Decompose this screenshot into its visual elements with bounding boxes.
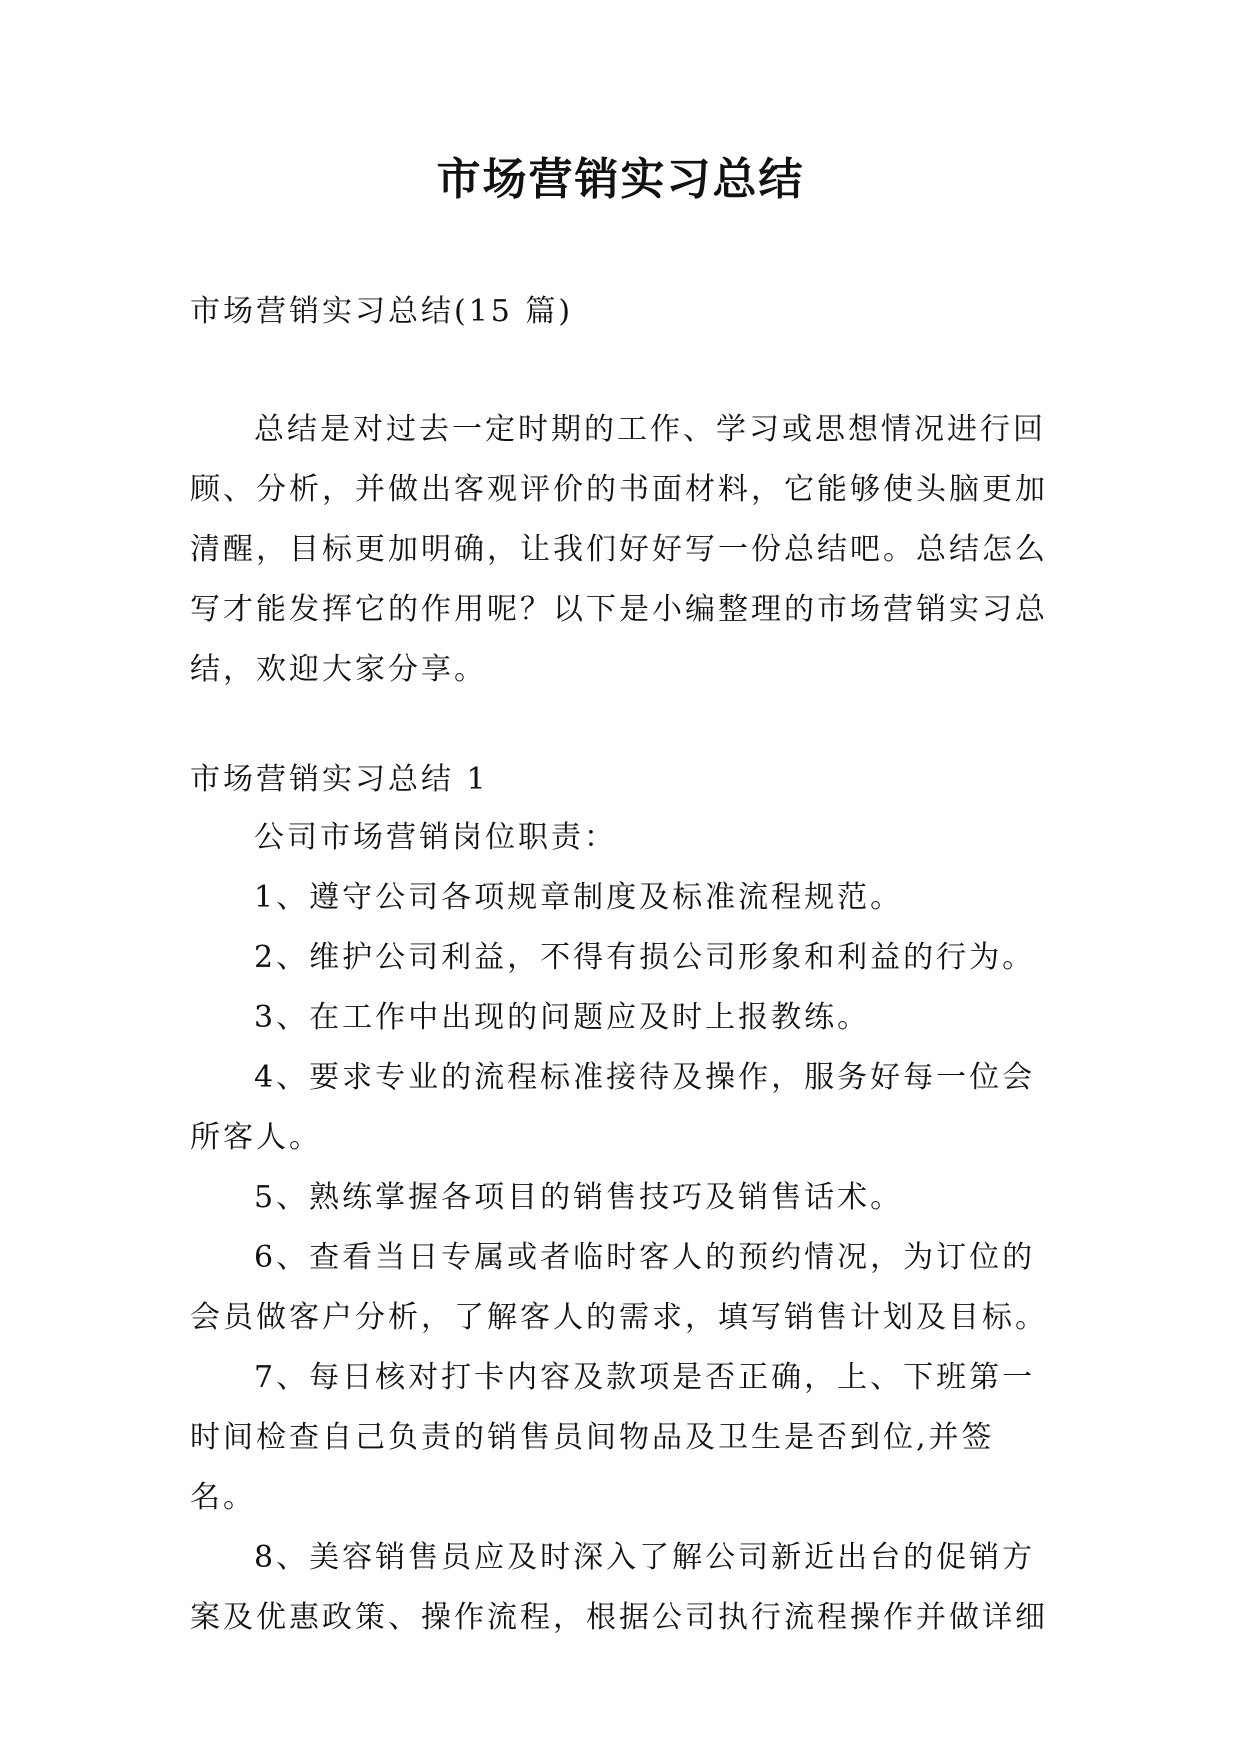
document-subtitle: 市场营销实习总结(15 篇) xyxy=(190,294,574,329)
list-item: 8、美容销售员应及时深入了解公司新近出台的促销方案及优惠政策、操作流程，根据公司执行流程操作并做详细 xyxy=(190,1540,1048,1635)
list-item: 6、查看当日专属或者临时客人的预约情况，为订位的会员做客户分析，了解客人的需求，填写销售计划及目标。 xyxy=(190,1240,1048,1335)
section-body xyxy=(190,808,1060,1648)
paragraph-heading: 公司市场营销岗位职责： xyxy=(254,820,617,855)
list-item: 3、在工作中出现的问题应及时上报教练。 xyxy=(254,1000,871,1035)
list-item: 2、维护公司利益，不得有损公司形象和利益的行为。 xyxy=(254,940,1036,975)
list-item: 1、遵守公司各项规章制度及标准流程规范。 xyxy=(254,880,904,915)
intro-paragraph: 总结是对过去一定时期的工作、学习或思想情况进行回顾、分析，并做出客观评价的书面材料，它能够使头脑更加清醒，目标更加明确，让我们好好写一份总结吧。总结怎么写才能发挥它的作用呢？以下是小编整理的市场营销实习总结，欢迎大家分享。 xyxy=(190,412,1048,687)
list-item: 5、熟练掌握各项目的销售技巧及销售话术。 xyxy=(254,1180,904,1215)
list-item: 4、要求专业的流程标准接待及操作，服务好每一位会所客人。 xyxy=(190,1060,1036,1155)
section-title: 市场营销实习总结 1 xyxy=(190,762,489,797)
document-title: 市场营销实习总结 xyxy=(436,154,805,205)
list-item: 7、每日核对打卡内容及款项是否正确，上、下班第一时间检查自己负责的销售员间物品及卫生是否到位,并签名。 xyxy=(190,1360,1036,1515)
